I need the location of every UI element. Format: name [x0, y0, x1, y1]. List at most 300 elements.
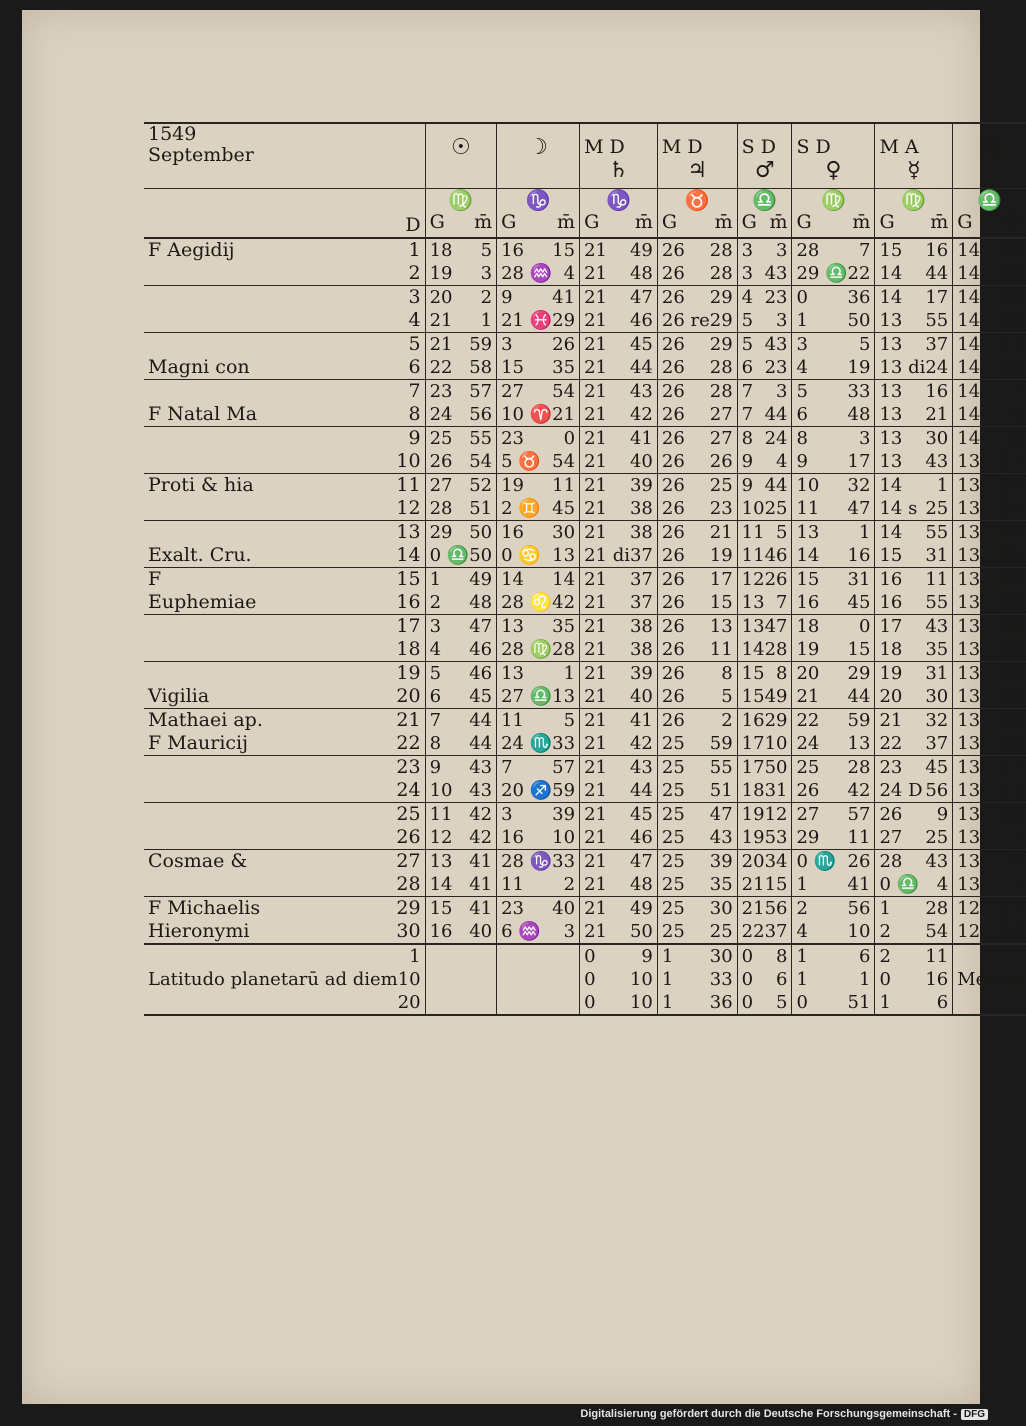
degrees: 10 — [796, 475, 820, 496]
degree-minute-labels — [879, 211, 948, 234]
minutes: 47 — [629, 851, 653, 872]
degrees: 6 — [429, 686, 442, 707]
minutes: 41 — [469, 874, 493, 895]
degrees: 28 — [796, 240, 820, 261]
minutes: 56 — [925, 780, 949, 801]
position-cell — [580, 356, 658, 380]
table-row — [144, 685, 1026, 709]
day-number: 30 — [396, 920, 421, 942]
ephemeris-table — [144, 122, 1026, 1016]
position-cell — [953, 497, 1026, 521]
minutes: 43 — [764, 334, 788, 355]
degrees: 17 — [741, 733, 765, 754]
minutes: 1 — [858, 522, 871, 543]
position-cell — [737, 732, 792, 756]
position-cell — [737, 897, 792, 921]
month: September — [148, 144, 254, 166]
degrees: 21 — [584, 287, 607, 308]
latitude-label-cell — [144, 991, 425, 1015]
degrees: 0 — [584, 969, 596, 990]
degrees: 3 — [796, 334, 808, 355]
planet-symbol-icon: ☽ — [528, 135, 548, 160]
day-number: 3 — [408, 286, 421, 308]
degrees: 1 — [879, 898, 891, 919]
degrees: 14 — [957, 287, 981, 308]
minutes: 28 — [709, 357, 733, 378]
degrees: 1 — [796, 310, 808, 331]
minutes: 6 — [776, 969, 788, 990]
position-cell — [792, 309, 875, 333]
degrees: 19 — [429, 263, 453, 284]
feast-label: F Natal Ma — [148, 403, 258, 425]
position-cell — [875, 309, 953, 333]
position-cell — [953, 897, 1026, 921]
position-cell — [737, 615, 792, 639]
degrees: 27 — [501, 381, 525, 402]
minutes: 27 — [709, 428, 733, 449]
minutes: 45 — [925, 757, 949, 778]
position-cell — [792, 850, 875, 874]
feast-label: F Michaelis — [148, 897, 261, 919]
table-row — [144, 333, 1026, 357]
position-cell — [425, 662, 497, 686]
position-cell — [580, 238, 658, 262]
day-label-cell — [144, 709, 425, 733]
position-cell — [737, 262, 792, 286]
position-cell — [580, 803, 658, 827]
degrees: 26 — [661, 334, 685, 355]
minutes: 4 — [776, 451, 788, 472]
minutes: 25 — [925, 827, 949, 848]
table-row — [144, 732, 1026, 756]
degrees: 0 ♏ — [796, 851, 837, 872]
position-cell — [953, 450, 1026, 474]
degrees: 26 — [429, 451, 453, 472]
day-label-cell — [144, 450, 425, 474]
degrees: 13 — [501, 663, 525, 684]
degrees: 16 — [879, 592, 903, 613]
position-cell — [657, 497, 737, 521]
minutes: 5 — [776, 992, 788, 1013]
position-cell — [425, 615, 497, 639]
degrees: 24 D — [879, 780, 923, 801]
degrees: 17 — [741, 757, 765, 778]
table-row — [144, 920, 1026, 944]
minutes: 33 — [552, 733, 576, 754]
minutes: 50 — [469, 522, 493, 543]
day-label-cell — [144, 826, 425, 850]
degrees: 23 — [879, 757, 903, 778]
degree-minute-labels — [796, 211, 870, 234]
position-cell — [875, 709, 953, 733]
minutes: 28 — [709, 381, 733, 402]
position-cell — [792, 685, 875, 709]
degrees: 21 — [584, 851, 607, 872]
degrees: 9 — [741, 451, 754, 472]
degrees: 21 — [584, 663, 607, 684]
minutes: 37 — [925, 334, 949, 355]
degree-label: G — [741, 211, 757, 233]
day-label-cell — [144, 497, 425, 521]
minutes: 23 — [709, 498, 733, 519]
degrees: 21 — [584, 310, 607, 331]
position-cell — [425, 309, 497, 333]
minutes: 7 — [1010, 381, 1023, 402]
minutes: 47 — [629, 287, 653, 308]
degrees: 25 — [661, 733, 685, 754]
degree-label: G — [429, 211, 445, 233]
degrees: 5 — [796, 381, 808, 402]
position-cell — [497, 920, 580, 944]
degrees: 14 — [879, 287, 903, 308]
degrees: 3 — [501, 804, 513, 825]
degrees: 0 — [741, 992, 754, 1013]
minutes: 44 — [469, 710, 493, 731]
table-row — [144, 803, 1026, 827]
minutes: 10 — [552, 827, 576, 848]
minutes: 31 — [764, 780, 788, 801]
degrees: 17 — [879, 616, 903, 637]
day-label-cell — [144, 262, 425, 286]
minutes: 26 — [999, 686, 1023, 707]
position-cell — [792, 732, 875, 756]
position-cell — [875, 238, 953, 262]
minutes: 5 — [480, 240, 493, 261]
day-number: 7 — [408, 380, 421, 402]
minutes: 49 — [629, 898, 653, 919]
minutes: 50 — [764, 757, 788, 778]
degrees: 22 — [429, 357, 453, 378]
position-cell — [792, 286, 875, 310]
degrees: 14 s — [879, 498, 918, 519]
position-cell — [792, 262, 875, 286]
degrees: 10 — [741, 498, 765, 519]
minutes: 45 — [469, 686, 493, 707]
position-cell — [953, 756, 1026, 780]
minutes: 55 — [709, 757, 733, 778]
degrees: 13 — [957, 522, 981, 543]
position-cell — [953, 309, 1026, 333]
minutes: 42 — [629, 733, 653, 754]
position-cell — [497, 826, 580, 850]
position-cell — [497, 286, 580, 310]
zodiac-sign-icon: ♍ — [901, 188, 927, 212]
position-cell — [737, 521, 792, 545]
position-cell — [792, 333, 875, 357]
position-cell — [657, 873, 737, 897]
position-cell — [497, 474, 580, 498]
minutes: 29 — [709, 334, 733, 355]
day-number: 1 — [408, 239, 421, 261]
minutes: 29 — [999, 663, 1023, 684]
day-label-cell — [144, 568, 425, 592]
degrees: 13 — [957, 733, 981, 754]
degrees: 14 — [796, 545, 820, 566]
minutes: 28 — [764, 639, 788, 660]
position-cell — [953, 779, 1026, 803]
minutes: 29 — [847, 663, 871, 684]
degrees: 18 — [879, 639, 903, 660]
zodiac-sign-icon: ♑ — [525, 188, 551, 212]
position-cell — [425, 638, 497, 662]
day-label-cell — [144, 920, 425, 944]
degrees: 1 — [661, 992, 674, 1013]
minutes: 32 — [925, 710, 949, 731]
position-cell — [792, 709, 875, 733]
minutes: 0 — [858, 616, 871, 637]
minutes: 7 — [858, 240, 871, 261]
latitude-label-cell — [144, 968, 425, 991]
degrees: 14 — [957, 357, 981, 378]
degrees: 22 — [741, 921, 765, 942]
table-row — [144, 497, 1026, 521]
minutes: 24 — [764, 428, 788, 449]
position-cell — [737, 450, 792, 474]
table-row — [144, 873, 1026, 897]
position-cell — [792, 803, 875, 827]
day-label-cell — [144, 286, 425, 310]
minutes: 49 — [469, 569, 493, 590]
latitude-cell — [792, 991, 875, 1015]
degrees: 14 — [957, 240, 981, 261]
day-label-cell — [144, 474, 425, 498]
degrees: 11 — [741, 522, 765, 543]
position-cell — [497, 333, 580, 357]
minutes: 16 — [925, 240, 949, 261]
minutes: 44 — [925, 263, 949, 284]
zodiac-sign-icon: ♑ — [606, 188, 631, 212]
degrees: 16 — [501, 522, 525, 543]
minutes: 1 — [936, 475, 949, 496]
position-cell — [953, 685, 1026, 709]
minutes: 2 — [721, 710, 733, 731]
minute-label: m̄ — [769, 211, 788, 233]
minutes: 44 — [764, 475, 788, 496]
position-cell — [737, 826, 792, 850]
position-cell — [425, 568, 497, 592]
minutes: 37 — [629, 592, 653, 613]
latitude-label: Latitudo planetarū ad diem — [148, 969, 398, 990]
minutes: 48 — [469, 592, 493, 613]
dfg-logo: DFG — [961, 1409, 988, 1420]
minutes: 51 — [999, 498, 1023, 519]
position-cell — [657, 662, 737, 686]
minutes: 25 — [709, 921, 733, 942]
position-cell — [657, 897, 737, 921]
position-cell — [875, 732, 953, 756]
degrees: 13 — [957, 451, 981, 472]
minutes: 29 — [764, 710, 788, 731]
position-cell — [497, 732, 580, 756]
table-row — [144, 309, 1026, 333]
degrees: 15 — [879, 545, 903, 566]
degrees: 26 — [661, 686, 685, 707]
minutes: 41 — [552, 287, 576, 308]
minutes: 46 — [764, 545, 788, 566]
position-cell — [953, 356, 1026, 380]
latitude-row — [144, 968, 1026, 991]
degrees: 8 — [741, 428, 754, 449]
degrees: 25 — [661, 851, 685, 872]
degrees: 26 — [661, 263, 685, 284]
position-cell — [497, 262, 580, 286]
minutes: 1 — [1010, 874, 1023, 895]
position-cell — [792, 521, 875, 545]
minutes: 30 — [709, 946, 733, 967]
minutes: 50 — [847, 310, 871, 331]
minutes: 43 — [469, 757, 493, 778]
position-cell — [425, 521, 497, 545]
position-cell — [497, 591, 580, 615]
degrees: 13 — [957, 616, 981, 637]
position-cell — [580, 568, 658, 592]
table-row — [144, 262, 1026, 286]
minute-label: m̄ — [557, 211, 576, 233]
degrees: 19 — [741, 804, 765, 825]
minutes: 40 — [629, 451, 653, 472]
latitude-cell — [580, 944, 658, 968]
degrees: 29 ♎ — [796, 263, 848, 284]
day-number: 17 — [396, 615, 421, 637]
minutes: 57 — [847, 804, 871, 825]
table-row — [144, 474, 1026, 498]
sign-header-2 — [580, 189, 658, 239]
degree-minute-labels — [584, 211, 653, 234]
degrees: 7 — [501, 757, 513, 778]
degrees: 26 — [661, 287, 685, 308]
degrees: 28 — [879, 851, 903, 872]
degrees: 26 — [661, 616, 685, 637]
position-cell — [657, 756, 737, 780]
minutes: 3 — [480, 263, 493, 284]
zodiac-sign-icon: ♍ — [448, 188, 474, 212]
minutes: 35 — [552, 357, 576, 378]
minutes: 43 — [629, 381, 653, 402]
minutes: 33 — [999, 639, 1023, 660]
minutes: 37 — [764, 921, 788, 942]
position-cell — [953, 333, 1026, 357]
position-cell — [953, 474, 1026, 498]
minutes: 52 — [469, 475, 493, 496]
minutes: 13 — [999, 780, 1023, 801]
minute-label: m̄ — [474, 211, 493, 233]
degrees: 25 — [661, 757, 685, 778]
degrees: 13 — [957, 592, 981, 613]
position-cell — [497, 309, 580, 333]
degrees: 21 — [429, 334, 453, 355]
degrees: 23 — [429, 381, 453, 402]
minutes: 45 — [629, 334, 653, 355]
degrees: 24 ♏ — [501, 733, 553, 754]
degrees: 5 — [741, 334, 754, 355]
day-number: 21 — [396, 709, 421, 731]
degrees: 5 — [741, 310, 754, 331]
position-cell — [737, 568, 792, 592]
minutes: 30 — [709, 898, 733, 919]
position-cell — [875, 920, 953, 944]
minutes: 16 — [999, 310, 1023, 331]
zodiac-sign-icon: ♉ — [684, 188, 710, 212]
minutes: 19 — [709, 545, 733, 566]
position-cell — [657, 803, 737, 827]
minutes: 11 — [709, 639, 733, 660]
position-cell — [425, 450, 497, 474]
minutes: 49 — [629, 240, 653, 261]
minutes: 2 — [480, 287, 493, 308]
position-cell — [425, 427, 497, 451]
position-cell — [792, 568, 875, 592]
minutes: 8 — [776, 946, 788, 967]
position-cell — [953, 591, 1026, 615]
degrees: 14 — [741, 639, 765, 660]
minutes: 10 — [629, 992, 653, 1013]
position-cell — [953, 873, 1026, 897]
position-cell — [875, 850, 953, 874]
position-cell — [792, 544, 875, 568]
degrees: 7 — [429, 710, 442, 731]
minutes: 48 — [629, 263, 653, 284]
position-cell — [875, 803, 953, 827]
degrees: 9 — [501, 287, 513, 308]
planet-header-5 — [792, 123, 875, 189]
position-cell — [657, 474, 737, 498]
minutes: 38 — [629, 639, 653, 660]
position-cell — [580, 497, 658, 521]
planet-header-4 — [737, 123, 792, 189]
minutes: 45 — [629, 804, 653, 825]
minutes: 40 — [629, 686, 653, 707]
position-cell — [792, 779, 875, 803]
minutes: 58 — [469, 357, 493, 378]
position-cell — [875, 544, 953, 568]
day-number: 16 — [396, 591, 421, 613]
degree-minute-labels — [662, 211, 733, 234]
position-cell — [953, 920, 1026, 944]
position-cell — [580, 850, 658, 874]
position-cell — [425, 826, 497, 850]
degrees: 25 — [661, 780, 685, 801]
degrees: 0 — [741, 946, 754, 967]
minutes: 55 — [925, 592, 949, 613]
sign-header-0 — [425, 189, 497, 239]
degrees: 4 — [741, 287, 754, 308]
degrees: 5 — [429, 663, 442, 684]
degrees: 27 ♎ — [501, 686, 553, 707]
minutes: 49 — [764, 686, 788, 707]
minutes: 4 — [1010, 851, 1023, 872]
mensis-cell — [953, 991, 1026, 1015]
degrees: 7 — [741, 381, 754, 402]
minutes: 33 — [552, 851, 576, 872]
degrees: 1 — [796, 969, 808, 990]
minutes: 33 — [847, 381, 871, 402]
feast-label: F Aegidij — [148, 239, 235, 261]
degrees: 18 — [741, 780, 765, 801]
feast-label: Mathaei ap. — [148, 709, 263, 731]
position-cell — [875, 591, 953, 615]
position-cell — [875, 897, 953, 921]
degrees: 14 — [879, 522, 903, 543]
minutes: 0 — [563, 428, 576, 449]
position-cell — [737, 662, 792, 686]
degrees: 9 — [429, 757, 442, 778]
position-cell — [875, 427, 953, 451]
degrees: 21 — [584, 780, 607, 801]
degrees: 13 — [957, 874, 981, 895]
planet-header-6 — [875, 123, 953, 189]
position-cell — [792, 450, 875, 474]
position-cell — [737, 286, 792, 310]
